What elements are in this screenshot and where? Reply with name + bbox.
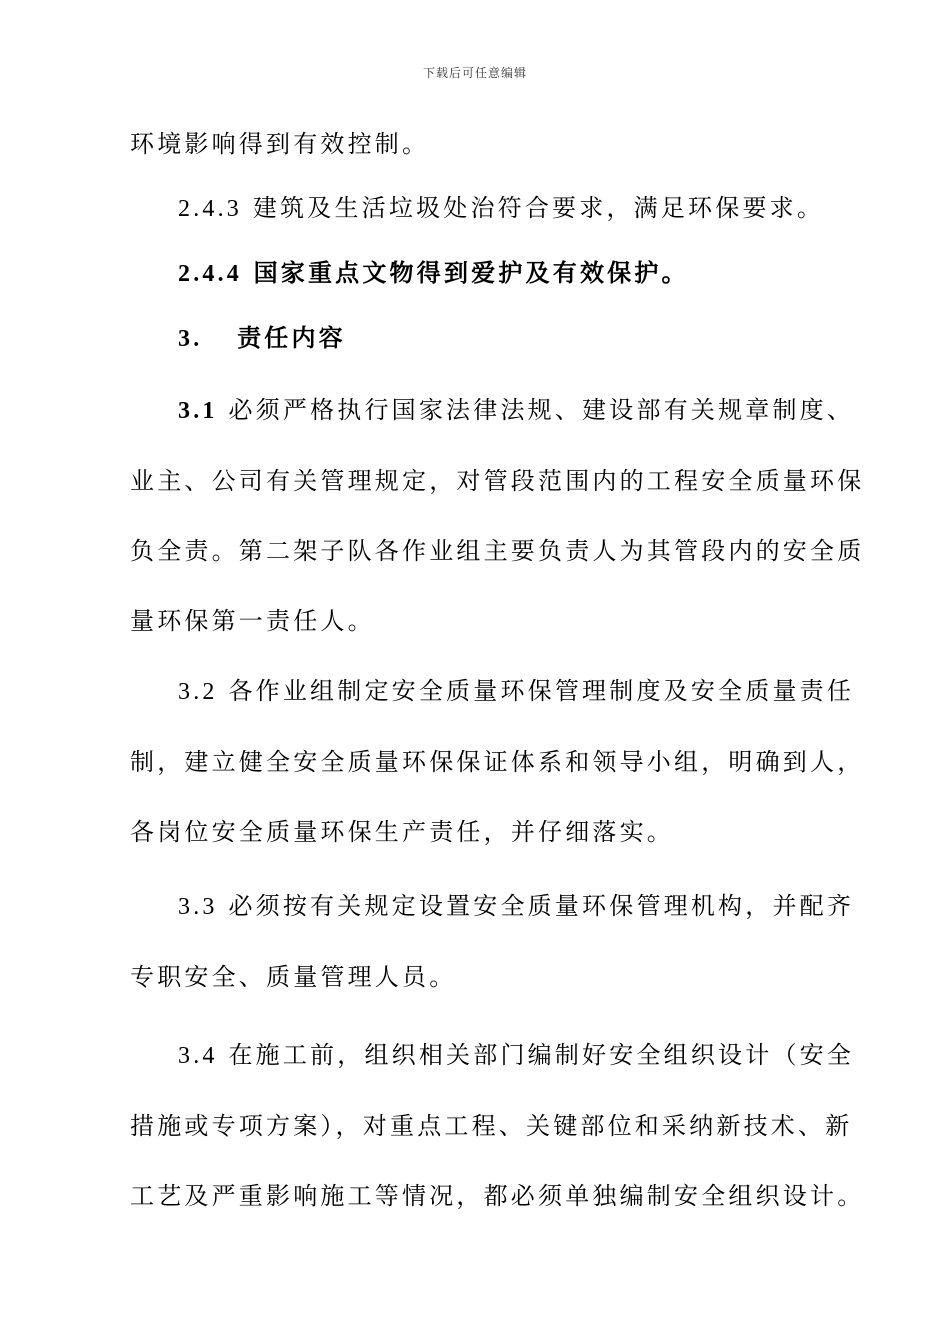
paragraph-line-text: 必须严格执行国家法律法规、建设部有关规章制度、 bbox=[228, 396, 855, 424]
document-body bbox=[130, 112, 865, 1231]
paragraph-3-1 bbox=[130, 375, 865, 656]
paragraph-3-2 bbox=[130, 656, 865, 867]
paragraph-line bbox=[130, 375, 855, 446]
paragraph-line-text: 必须按有关规定设置安全质量环保管理机构，并配齐 bbox=[228, 892, 855, 920]
section-number: 3.1 bbox=[178, 398, 218, 424]
section-number: 3.4 bbox=[178, 1043, 218, 1069]
paragraph-2-4-4 bbox=[130, 241, 826, 306]
section-number: 3.2 bbox=[178, 679, 218, 705]
paragraph-line: 量环保第一责任人。 bbox=[130, 607, 375, 635]
page-header: 下载后可任意编辑 bbox=[422, 66, 527, 80]
section-title: 责任内容 bbox=[237, 323, 346, 352]
paragraph-line: 业主、公司有关管理规定，对管段范围内的工程安全质量环保 bbox=[130, 467, 865, 495]
paragraph-line-text: 各作业组制定安全质量环保管理制度及安全质量责任 bbox=[228, 677, 855, 705]
section-number: 2.4.3 bbox=[178, 196, 242, 222]
section-number: 2.4.4 bbox=[178, 261, 242, 287]
paragraph-3-3 bbox=[130, 871, 855, 1012]
paragraph-line: 制，建立健全安全质量环保保证体系和领导小组，明确到人， bbox=[130, 748, 865, 776]
paragraph-line: 各岗位安全质量环保生产责任，并仔细落实。 bbox=[130, 818, 674, 846]
paragraph-env-control bbox=[130, 112, 826, 176]
paragraph-line: 专职安全、质量管理人员。 bbox=[130, 963, 457, 991]
section-heading-3 bbox=[130, 306, 826, 371]
paragraph-line: 工艺及严重影响施工等情况，都必须单独编制安全组织设计。 bbox=[130, 1182, 865, 1210]
paragraph-line: 负全责。第二架子队各作业组主要负责人为其管段内的安全质 bbox=[130, 537, 865, 565]
paragraph-line bbox=[130, 1020, 855, 1091]
paragraph-text: 建筑及生活垃圾处治符合要求，满足环保要求。 bbox=[252, 194, 825, 222]
section-number: 3.3 bbox=[178, 894, 218, 920]
paragraph-line: 措施或专项方案），对重点工程、关键部位和采纳新技术、新 bbox=[130, 1112, 853, 1140]
paragraph-line bbox=[130, 656, 855, 727]
section-number: 3. bbox=[178, 326, 203, 352]
paragraph-2-4-3 bbox=[130, 176, 826, 241]
paragraph-text: 国家重点文物得到爱护及有效保护。 bbox=[253, 258, 689, 287]
paragraph-line-text: 在施工前，组织相关部门编制好安全组织设计（安全 bbox=[228, 1041, 855, 1069]
paragraph-3-4 bbox=[130, 1020, 865, 1231]
paragraph-text: 环境影响得到有效控制。 bbox=[130, 130, 430, 158]
paragraph-line bbox=[130, 871, 855, 942]
